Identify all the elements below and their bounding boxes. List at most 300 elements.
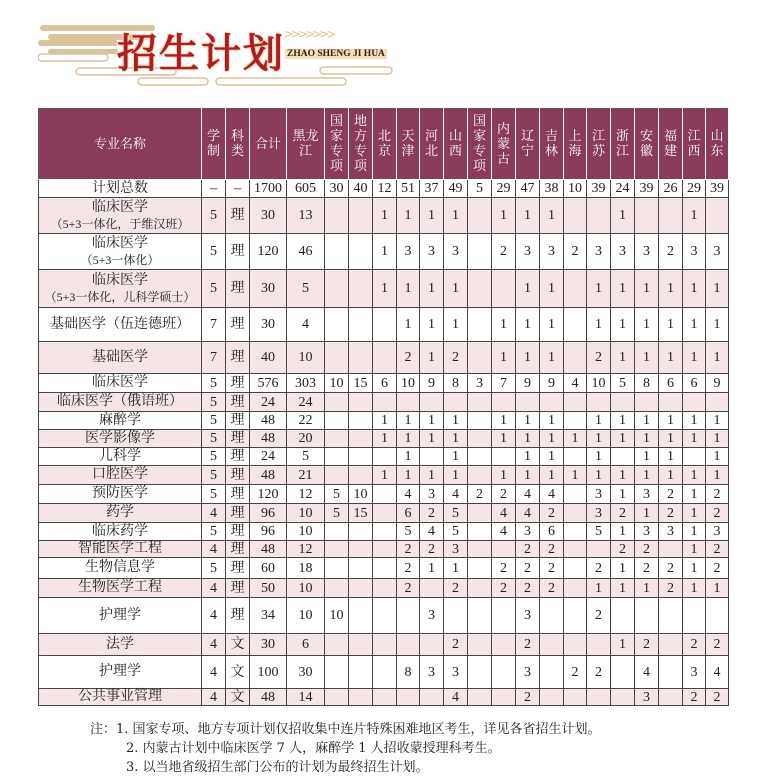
value-cell: 605 (287, 180, 325, 198)
value-cell: 2 (420, 541, 444, 558)
value-cell: 理 (226, 342, 250, 374)
value-cell: 1 (444, 430, 468, 448)
major-name: 口腔医学 (92, 467, 148, 482)
value-cell (468, 541, 492, 558)
value-cell (468, 466, 492, 485)
value-cell: 1 (540, 308, 564, 342)
value-cell (325, 523, 349, 541)
value-cell (373, 579, 397, 598)
table-row (39, 634, 729, 656)
value-cell: 2 (659, 558, 683, 579)
value-cell: 51 (397, 180, 420, 198)
major-name: 临床医学 (92, 199, 148, 215)
value-cell (706, 393, 729, 412)
value-cell: 1 (397, 270, 420, 308)
value-cell (373, 541, 397, 558)
value-cell: 7 (492, 374, 516, 393)
value-cell (349, 656, 373, 689)
value-cell: 1 (611, 308, 635, 342)
value-cell (659, 598, 683, 634)
value-cell: 1 (492, 466, 516, 485)
value-cell (325, 656, 349, 689)
value-cell: 1 (516, 466, 540, 485)
value-cell (492, 634, 516, 656)
major-name-cell (39, 579, 202, 598)
value-cell: 1 (587, 466, 611, 485)
value-cell: 2 (540, 504, 564, 523)
column-header: 山东 (706, 109, 729, 180)
table-row (39, 342, 729, 374)
value-cell: 3 (444, 656, 468, 689)
value-cell: 1 (397, 430, 420, 448)
value-cell: 30 (250, 308, 287, 342)
value-cell: 1 (611, 342, 635, 374)
value-cell: 1 (635, 308, 659, 342)
value-cell: 理 (226, 374, 250, 393)
value-cell: 3 (635, 234, 659, 270)
value-cell: 3 (444, 234, 468, 270)
major-note: （5+3一体化） (80, 252, 160, 267)
value-cell: 24 (250, 448, 287, 466)
value-cell: 1 (635, 412, 659, 430)
value-cell (349, 393, 373, 412)
value-cell: 1 (373, 270, 397, 308)
value-cell: 1 (444, 466, 468, 485)
value-cell (468, 393, 492, 412)
column-header: 浙江 (611, 109, 635, 180)
major-name: 药学 (106, 505, 134, 520)
major-name: 智能医学工程 (78, 541, 162, 556)
value-cell: 1 (540, 198, 564, 234)
value-cell (349, 308, 373, 342)
value-cell (325, 430, 349, 448)
value-cell: 理 (226, 430, 250, 448)
value-cell: 5 (587, 523, 611, 541)
major-name-cell (39, 504, 202, 523)
value-cell (325, 234, 349, 270)
value-cell (564, 598, 587, 634)
value-cell: 12 (373, 180, 397, 198)
value-cell: 3 (516, 598, 540, 634)
value-cell: 4 (635, 656, 659, 689)
value-cell: 2 (516, 541, 540, 558)
major-name-cell (39, 234, 202, 270)
value-cell (540, 689, 564, 706)
value-cell (492, 656, 516, 689)
value-cell: 60 (250, 558, 287, 579)
value-cell: 48 (250, 541, 287, 558)
value-cell (706, 598, 729, 634)
value-cell: 6 (659, 374, 683, 393)
major-name: 护理学 (99, 607, 141, 623)
value-cell: 1 (492, 430, 516, 448)
value-cell: 5 (287, 448, 325, 466)
value-cell: 1 (611, 558, 635, 579)
major-name-cell (39, 342, 202, 374)
value-cell: 4 (516, 485, 540, 504)
value-cell: 1 (611, 523, 635, 541)
value-cell (349, 598, 373, 634)
value-cell: 2 (444, 579, 468, 598)
value-cell: 1 (706, 448, 729, 466)
value-cell (349, 412, 373, 430)
value-cell (325, 412, 349, 430)
value-cell: 37 (420, 180, 444, 198)
value-cell: 1 (492, 342, 516, 374)
value-cell: 理 (226, 523, 250, 541)
value-cell (587, 689, 611, 706)
major-name-cell (39, 448, 202, 466)
page-subtitle: ZHAO SHENG JI HUA (287, 49, 385, 59)
value-cell: 30 (250, 634, 287, 656)
note-3: 3. 以当地省级招生部门公布的计划为最终招生计划。 (126, 760, 429, 775)
value-cell: 30 (250, 198, 287, 234)
value-cell: 1 (373, 466, 397, 485)
value-cell (587, 198, 611, 234)
major-name-cell (39, 180, 202, 198)
value-cell: 1 (611, 579, 635, 598)
value-cell (683, 598, 706, 634)
value-cell: 576 (250, 374, 287, 393)
enrollment-plan-table (38, 108, 729, 706)
table-row (39, 430, 729, 448)
value-cell: 10 (587, 374, 611, 393)
value-cell: 2 (540, 541, 564, 558)
value-cell (468, 234, 492, 270)
value-cell: 6 (397, 504, 420, 523)
value-cell (349, 634, 373, 656)
value-cell: 1 (683, 541, 706, 558)
value-cell: 1 (444, 270, 468, 308)
value-cell: 1 (373, 412, 397, 430)
value-cell (373, 393, 397, 412)
value-cell (373, 558, 397, 579)
value-cell (611, 656, 635, 689)
major-note: （5+3一体化，于维汉班） (50, 216, 190, 231)
value-cell: 39 (635, 180, 659, 198)
major-name: 基础医学 (92, 349, 148, 365)
value-cell: 5 (202, 374, 226, 393)
value-cell: 3 (420, 485, 444, 504)
value-cell: 49 (444, 180, 468, 198)
arrows-ornament: >>>>>>> (284, 27, 334, 41)
value-cell: 3 (587, 234, 611, 270)
value-cell: 1 (635, 342, 659, 374)
value-cell: 1 (635, 448, 659, 466)
value-cell: – (202, 180, 226, 198)
value-cell: 1 (540, 448, 564, 466)
value-cell (564, 504, 587, 523)
table-row (39, 504, 729, 523)
value-cell: 1 (683, 430, 706, 448)
major-name: 预防医学 (92, 486, 148, 501)
value-cell (540, 393, 564, 412)
value-cell: 1 (635, 579, 659, 598)
value-cell (349, 270, 373, 308)
value-cell: 5 (202, 198, 226, 234)
value-cell (349, 448, 373, 466)
value-cell: 2 (516, 634, 540, 656)
value-cell (349, 689, 373, 706)
value-cell: 2 (516, 689, 540, 706)
value-cell: 1 (420, 430, 444, 448)
value-cell (540, 598, 564, 634)
value-cell (564, 448, 587, 466)
value-cell: 5 (611, 374, 635, 393)
column-header: 安徽 (635, 109, 659, 180)
value-cell (373, 448, 397, 466)
column-header: 辽宁 (516, 109, 540, 180)
value-cell: 5 (202, 412, 226, 430)
value-cell: 2 (492, 579, 516, 598)
value-cell: – (226, 180, 250, 198)
value-cell: 3 (516, 656, 540, 689)
value-cell (420, 634, 444, 656)
table-row (39, 466, 729, 485)
table-row (39, 180, 729, 198)
column-header: 江西 (683, 109, 706, 180)
value-cell: 1 (492, 412, 516, 430)
column-header: 上海 (564, 109, 587, 180)
table-row (39, 198, 729, 234)
value-cell (468, 689, 492, 706)
value-cell: 1 (683, 504, 706, 523)
value-cell (420, 689, 444, 706)
value-cell: 1 (659, 430, 683, 448)
value-cell (492, 541, 516, 558)
value-cell: 4 (706, 656, 729, 689)
table-row (39, 374, 729, 393)
value-cell: 48 (250, 412, 287, 430)
value-cell (540, 656, 564, 689)
value-cell: 4 (202, 656, 226, 689)
value-cell (349, 579, 373, 598)
value-cell (492, 393, 516, 412)
value-cell (325, 466, 349, 485)
value-cell: 1 (444, 448, 468, 466)
value-cell: 39 (706, 180, 729, 198)
value-cell (587, 634, 611, 656)
value-cell: 10 (325, 598, 349, 634)
column-header: 地方专项 (349, 109, 373, 180)
value-cell: 理 (226, 393, 250, 412)
value-cell: 理 (226, 558, 250, 579)
value-cell: 理 (226, 541, 250, 558)
value-cell: 5 (202, 270, 226, 308)
value-cell: 12 (287, 541, 325, 558)
value-cell: 1 (683, 466, 706, 485)
value-cell: 文 (226, 656, 250, 689)
value-cell: 12 (287, 485, 325, 504)
value-cell: 30 (287, 656, 325, 689)
value-cell (540, 634, 564, 656)
value-cell: 5 (468, 180, 492, 198)
value-cell: 1 (420, 308, 444, 342)
value-cell: 2 (540, 558, 564, 579)
page-title: 招生计划 (117, 31, 285, 77)
value-cell: 10 (325, 374, 349, 393)
value-cell: 理 (226, 234, 250, 270)
value-cell: 3 (683, 656, 706, 689)
value-cell: 2 (468, 485, 492, 504)
value-cell: 24 (250, 393, 287, 412)
value-cell: 1 (540, 342, 564, 374)
value-cell: 10 (397, 374, 420, 393)
value-cell (564, 485, 587, 504)
value-cell: 40 (250, 342, 287, 374)
value-cell (349, 342, 373, 374)
value-cell: 5 (325, 485, 349, 504)
value-cell: 理 (226, 466, 250, 485)
value-cell: 30 (250, 270, 287, 308)
value-cell: 5 (325, 504, 349, 523)
value-cell (564, 634, 587, 656)
value-cell (468, 412, 492, 430)
major-name-cell (39, 393, 202, 412)
value-cell: 理 (226, 504, 250, 523)
major-name: 临床医学 (92, 272, 148, 288)
value-cell: 1 (635, 270, 659, 308)
value-cell: 1 (611, 634, 635, 656)
value-cell: 8 (444, 374, 468, 393)
major-name: 法学 (106, 636, 134, 652)
column-header: 河北 (420, 109, 444, 180)
value-cell: 1 (420, 412, 444, 430)
value-cell (635, 393, 659, 412)
value-cell: 3 (468, 374, 492, 393)
value-cell: 理 (226, 579, 250, 598)
value-cell (373, 523, 397, 541)
value-cell: 1 (706, 412, 729, 430)
value-cell: 1 (659, 448, 683, 466)
major-name: 临床医学 (92, 235, 148, 251)
value-cell: 96 (250, 504, 287, 523)
value-cell: 8 (397, 656, 420, 689)
value-cell: 1 (397, 448, 420, 466)
value-cell (706, 198, 729, 234)
value-cell: 5 (202, 430, 226, 448)
value-cell (325, 579, 349, 598)
note-2: 2. 内蒙古计划中临床医学 7 人，麻醉学 1 人招收蒙授理科考生。 (126, 741, 501, 756)
value-cell: 3 (587, 504, 611, 523)
value-cell: 2 (659, 234, 683, 270)
table-row (39, 541, 729, 558)
value-cell: 理 (226, 308, 250, 342)
value-cell: 4 (420, 523, 444, 541)
value-cell: 2 (659, 579, 683, 598)
value-cell: 4 (202, 689, 226, 706)
value-cell: 2 (397, 541, 420, 558)
value-cell (325, 198, 349, 234)
value-cell: 1 (516, 308, 540, 342)
value-cell: 1 (373, 198, 397, 234)
value-cell: 1 (540, 270, 564, 308)
value-cell: 4 (444, 485, 468, 504)
value-cell (659, 689, 683, 706)
major-note: （5+3一体化，儿科学硕士） (44, 289, 196, 304)
value-cell: 5 (202, 466, 226, 485)
value-cell: 1 (659, 308, 683, 342)
value-cell (468, 430, 492, 448)
value-cell (325, 342, 349, 374)
value-cell: 29 (683, 180, 706, 198)
value-cell: 3 (397, 234, 420, 270)
value-cell: 2 (587, 558, 611, 579)
table-row (39, 598, 729, 634)
value-cell: 6 (373, 374, 397, 393)
value-cell: 2 (706, 689, 729, 706)
value-cell: 2 (492, 234, 516, 270)
major-name: 生物信息学 (85, 560, 155, 575)
value-cell: 3 (611, 234, 635, 270)
value-cell (564, 198, 587, 234)
major-name-cell (39, 412, 202, 430)
value-cell: 1 (706, 579, 729, 598)
value-cell: 1 (611, 466, 635, 485)
value-cell: 5 (202, 523, 226, 541)
value-cell: 2 (683, 634, 706, 656)
value-cell (420, 448, 444, 466)
value-cell: 2 (587, 342, 611, 374)
value-cell: 2 (611, 541, 635, 558)
value-cell (444, 393, 468, 412)
value-cell: 理 (226, 598, 250, 634)
value-cell: 4 (516, 504, 540, 523)
value-cell (492, 689, 516, 706)
major-name-cell (39, 523, 202, 541)
major-name-cell (39, 485, 202, 504)
value-cell: 1 (397, 308, 420, 342)
value-cell (349, 234, 373, 270)
value-cell (468, 270, 492, 308)
value-cell (564, 579, 587, 598)
major-name-cell (39, 656, 202, 689)
value-cell (468, 598, 492, 634)
major-name: 临床药学 (92, 523, 148, 539)
value-cell: 4 (444, 689, 468, 706)
value-cell: 1 (611, 412, 635, 430)
value-cell (349, 198, 373, 234)
value-cell: 303 (287, 374, 325, 393)
value-cell (373, 485, 397, 504)
value-cell: 1 (683, 198, 706, 234)
value-cell (683, 448, 706, 466)
value-cell: 1 (587, 430, 611, 448)
value-cell: 理 (226, 198, 250, 234)
value-cell: 48 (250, 689, 287, 706)
value-cell: 2 (635, 634, 659, 656)
value-cell: 3 (706, 234, 729, 270)
value-cell: 2 (706, 634, 729, 656)
column-header: 北京 (373, 109, 397, 180)
value-cell (325, 393, 349, 412)
value-cell: 2 (611, 504, 635, 523)
value-cell: 1 (706, 342, 729, 374)
value-cell: 理 (226, 485, 250, 504)
major-name-cell (39, 598, 202, 634)
value-cell: 18 (287, 558, 325, 579)
major-name: 公共事业管理 (78, 689, 162, 704)
value-cell: 1 (706, 466, 729, 485)
value-cell: 2 (659, 485, 683, 504)
major-name-cell (39, 466, 202, 485)
value-cell: 1 (706, 308, 729, 342)
value-cell: 2 (683, 689, 706, 706)
value-cell: 文 (226, 634, 250, 656)
value-cell: 1 (706, 270, 729, 308)
value-cell: 47 (516, 180, 540, 198)
value-cell (373, 342, 397, 374)
